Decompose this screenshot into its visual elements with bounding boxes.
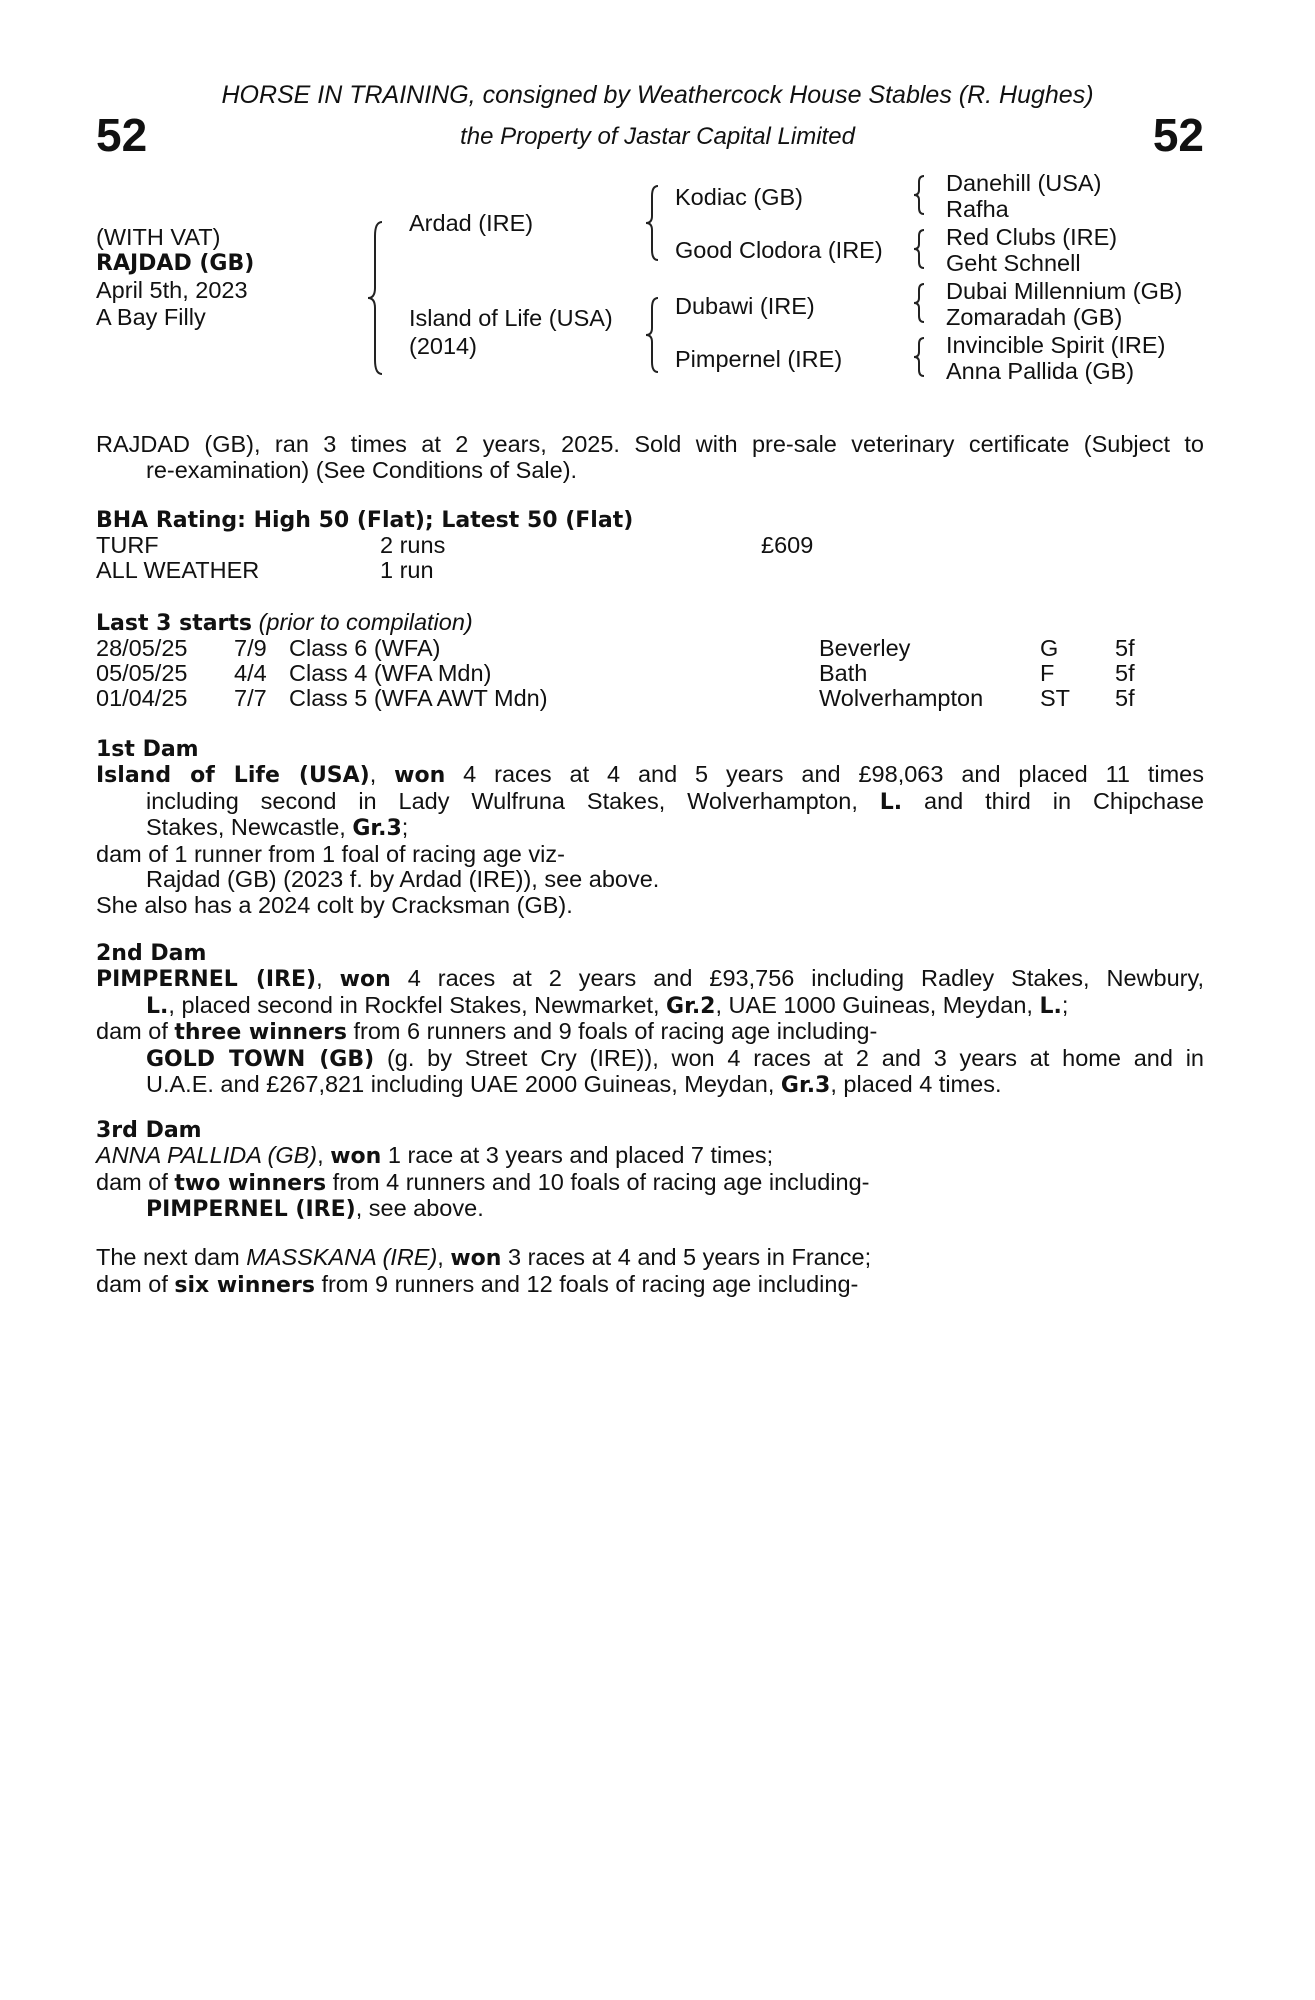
brace-sire-dam <box>368 222 388 374</box>
dam3-heading: 3rd Dam <box>96 1118 202 1143</box>
start-date: 01/04/25 <box>96 685 188 711</box>
dam3-text: ANNA PALLIDA (GB), won 1 race at 3 years and placed 7 times; dam of two winners from 4 runners and 10 foals of racing age including- PIMPERNEL (IRE), see above. <box>96 1142 870 1223</box>
start-race: Class 4 (WFA Mdn) <box>289 660 492 686</box>
start-race: Class 5 (WFA AWT Mdn) <box>289 685 548 711</box>
start-race: Class 6 (WFA) <box>289 635 441 661</box>
page-subtitle: the Property of Jastar Capital Limited <box>460 123 855 150</box>
rating-surface-aw: ALL WEATHER <box>96 557 260 583</box>
dam2-heading: 2nd Dam <box>96 941 207 966</box>
gs-6: Zomaradah (GB) <box>946 304 1123 330</box>
dam-name: Island of Life (USA) <box>409 305 613 331</box>
start-pos: 7/9 <box>234 635 267 661</box>
start-course: Beverley <box>819 635 911 661</box>
sire-dam: Good Clodora (IRE) <box>675 237 883 263</box>
gs-5: Dubai Millennium (GB) <box>946 278 1183 304</box>
sire-name: Ardad (IRE) <box>409 210 534 236</box>
rating-prize-turf: £609 <box>761 532 814 558</box>
gs-3: Red Clubs (IRE) <box>946 224 1118 250</box>
brace-gs1 <box>914 176 928 214</box>
gs-4: Geht Schnell <box>946 250 1081 276</box>
dam-dam: Pimpernel (IRE) <box>675 346 843 372</box>
page-title: HORSE IN TRAINING, consigned by Weathercock House Stables (R. Hughes) <box>221 81 1094 109</box>
start-going: ST <box>1040 685 1071 711</box>
start-going: G <box>1040 635 1059 661</box>
gs-8: Anna Pallida (GB) <box>946 358 1135 384</box>
gs-1: Danehill (USA) <box>946 170 1102 196</box>
brace-gs4 <box>914 338 928 376</box>
sire-sire: Kodiac (GB) <box>675 184 803 210</box>
brace-dam <box>646 298 662 372</box>
gs-7: Invincible Spirit (IRE) <box>946 332 1166 358</box>
rating-runs-aw: 1 run <box>380 557 434 583</box>
dam1-heading: 1st Dam <box>96 737 199 762</box>
gs-2: Rafha <box>946 196 1009 222</box>
horse-desc: A Bay Filly <box>96 304 206 330</box>
dam-year: (2014) <box>409 333 477 359</box>
next-dam-text: The next dam MASSKANA (IRE), won 3 races at 4 and 5 years in France; dam of six winners from 9 runners and 12 foals of racing age including- <box>96 1244 872 1298</box>
starts-heading: Last 3 starts (prior to compilation) <box>96 609 473 636</box>
horse-dob: April 5th, 2023 <box>96 277 248 303</box>
start-dist: 5f <box>1115 635 1135 661</box>
rating-surface-turf: TURF <box>96 532 159 558</box>
rating-runs-turf: 2 runs <box>380 532 446 558</box>
start-dist: 5f <box>1115 685 1135 711</box>
brace-sire <box>646 186 662 260</box>
vat-label: (WITH VAT) <box>96 224 221 250</box>
start-course: Wolverhampton <box>819 685 984 711</box>
start-pos: 4/4 <box>234 660 267 686</box>
lot-number-left: 52 <box>96 109 148 161</box>
brace-gs3 <box>914 284 928 322</box>
start-dist: 5f <box>1115 660 1135 686</box>
start-pos: 7/7 <box>234 685 267 711</box>
brace-gs2 <box>914 230 928 268</box>
horse-name: RAJDAD (GB) <box>96 251 255 276</box>
start-course: Bath <box>819 660 868 686</box>
dam1-text: Island of Life (USA), won 4 races at 4 and 5 years and £98,063 and placed 11 times including second in Lady Wulfruna Stakes, Wolverhampton, L. and third in Chipchase Stakes, Newcastle, Gr.3; dam of 1 runner from 1 foal of racing age viz- Rajdad (GB) (2023 f. by Ardad (IRE)), see above. She also has a 2024 colt by Cracksman (GB). <box>96 761 1205 918</box>
start-going: F <box>1040 660 1055 686</box>
lot-number-right: 52 <box>1152 109 1204 161</box>
dam-sire: Dubawi (IRE) <box>675 293 815 319</box>
rating-title: BHA Rating: High 50 (Flat); Latest 50 (Flat) <box>96 508 634 533</box>
summary-text: RAJDAD (GB), ran 3 times at 2 years, 2025. Sold with pre-sale veterinary certificate (Subject to re-examination) (See Conditions of Sale). <box>96 431 1204 483</box>
dam2-text: PIMPERNEL (IRE), won 4 races at 2 years and £93,756 including Radley Stakes, Newbury, L., placed second in Rockfel Stakes, Newmarket, Gr.2, UAE 1000 Guineas, Meydan, L.; dam of three winners from 6 runners and 9 foals of racing age including- GOLD TOWN (GB) (g. by Street Cry (IRE)), won 4 races at 2 and 3 years at home and in U.A.E. and £267,821 including UAE 2000 Guineas, Meydan, Gr.3, placed 4 times. <box>96 965 1204 1099</box>
start-date: 28/05/25 <box>96 635 188 661</box>
start-date: 05/05/25 <box>96 660 188 686</box>
